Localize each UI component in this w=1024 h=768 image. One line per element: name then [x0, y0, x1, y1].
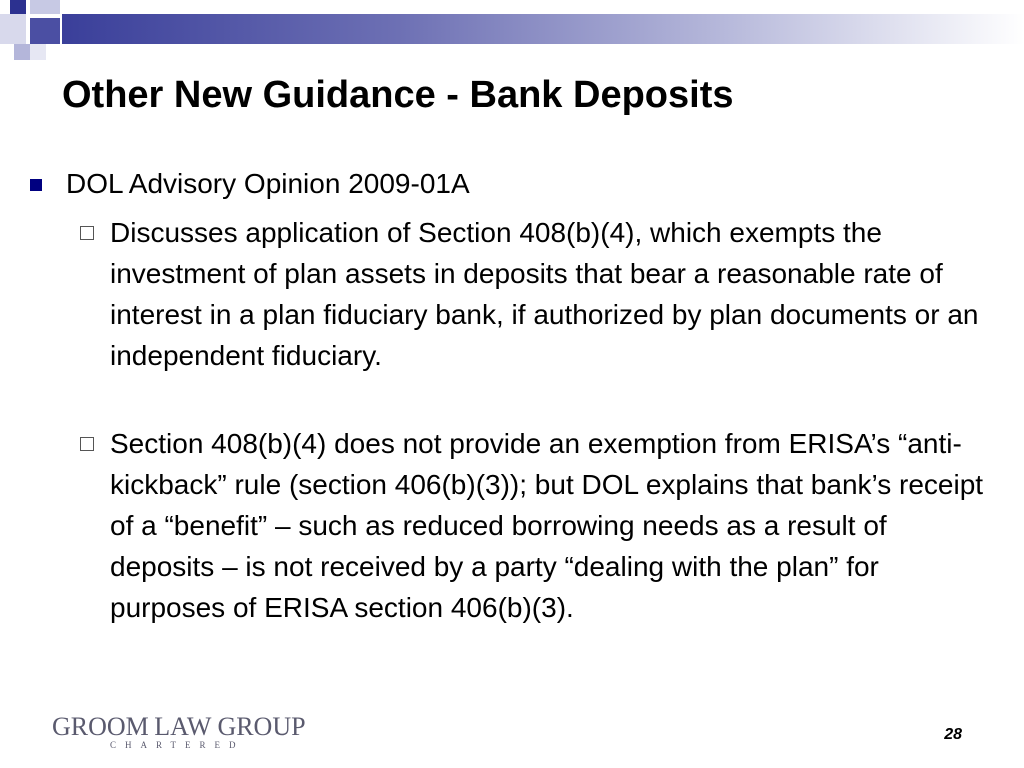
- hollow-square-bullet-icon: [80, 226, 96, 242]
- bullet-level2-2: [80, 423, 1010, 628]
- decor-square: [0, 14, 26, 44]
- decor-square: [30, 0, 60, 14]
- logo-subtitle: CHARTERED: [110, 740, 245, 750]
- bullet-level2-text: Section 408(b)(4) does not provide an exemption from ERISA’s “anti-kickback” rule (section 406(b)(3)); but DOL explains that bank’s receipt of a “benefit” – such as reduced borrowing needs as a result of deposits – is not received by a party “dealing with the plan” for purposes of ERISA section 406(b)(3).: [110, 428, 984, 623]
- decor-square: [14, 44, 30, 60]
- bullet-level2-1: [80, 212, 1010, 376]
- decor-square: [30, 44, 46, 60]
- page-number: 28: [944, 726, 962, 743]
- bullet-level1: [30, 163, 470, 204]
- groom-law-group-logo: [52, 712, 306, 752]
- square-bullet-icon: [30, 179, 42, 191]
- decor-square: [30, 18, 60, 44]
- header-gradient-band: [62, 14, 1024, 44]
- logo-part2: LAW GROUP: [154, 712, 306, 741]
- bullet-level2-text: Discusses application of Section 408(b)(4), which exempts the investment of plan assets in deposits that bear a reasonable rate of interest in a plan fiduciary bank, if authorized by plan documents or an independent fiduciary.: [110, 217, 979, 371]
- hollow-square-bullet-icon: [80, 437, 96, 453]
- logo-part1: GROOM: [52, 712, 149, 741]
- slide-title: Other New Guidance - Bank Deposits: [62, 74, 734, 116]
- logo-wordmark: [52, 712, 306, 742]
- bullet-level1-text: DOL Advisory Opinion 2009-01A: [66, 168, 470, 199]
